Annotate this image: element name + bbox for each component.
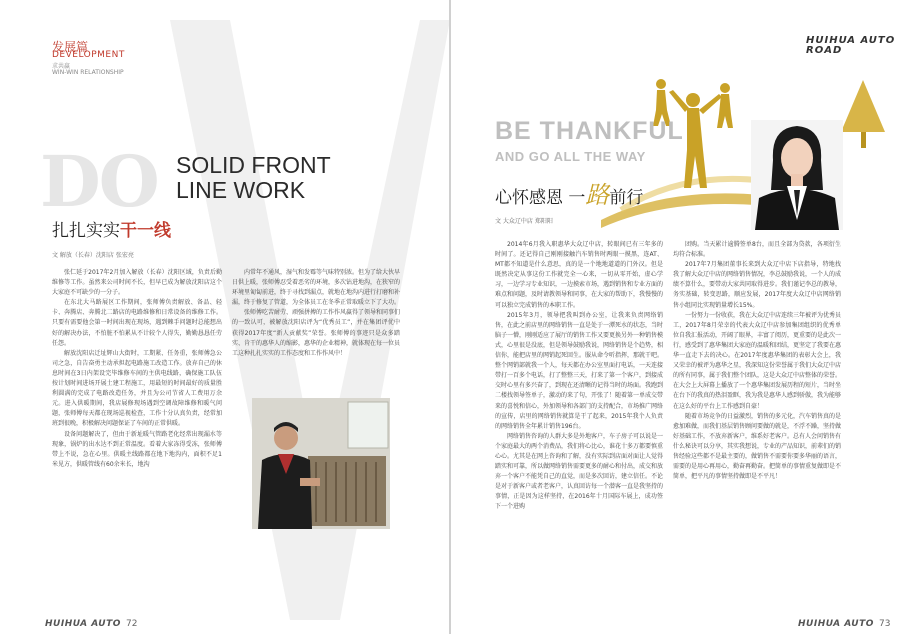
top-logo-line1: HUIHUA AUTO	[806, 35, 896, 46]
page-number: 72	[125, 619, 138, 629]
article-column-1	[52, 268, 222, 470]
right-footer	[798, 611, 890, 630]
paragraph: 2014年6月我入职惠华大众辽中店，转眼间已有三年多的时间了。还记得自己刚刚接触汽车销售时两眼一摸黑，连AT、MT都不知道是什么意思，真的是一个地地道道的门外汉。但是既然决定从事这份工作就完全一心来，一切从零开始，虚心学习，一边学习专业知识，一边摸索市场，遇到销售和专业方面的难点和问题，及时请教领导和同事，在大家的帮助下，我慢慢的可以独立完成销售的本职工作。	[495, 241, 664, 309]
paragraph: 团购。当天累计逾腾签单8台，而且全部为贷款，各项衍生均符合标准。	[673, 241, 841, 259]
author-portrait	[751, 120, 843, 230]
top-logo	[806, 36, 895, 56]
gold-tree-illustration	[841, 80, 886, 150]
article-title-cn	[52, 216, 171, 241]
worker-photo	[252, 398, 390, 529]
paragraph: 2017年7月集团董事长来到大众辽中店下店指导，特地找我了解大众辽中店的网络销售情况，李总鼓励我说，一个人的成绩不算什么，要带动大家共同取得进步。我们谨记李总的教导，务实基础，转变思路，顺应发展，2017年度大众辽中店网络销售小组同比实现销量增长15%。	[673, 261, 842, 309]
section-title-en: DEVELOPMENT	[52, 50, 125, 60]
article-column-1	[495, 240, 663, 513]
paragraph: 设备问题解决了，但由于新址暖气管路老化经常出现漏水等现象，锅炉的出水达不到正常温度。看着大家冻得受冻，张师傅带上不说，急在心里。供暖主线路都在地下地沟内，面积不足1米见方，供暖管线有60余米长，地沟	[52, 430, 222, 468]
article-author: 文 大众辽中店 郑阳阳	[495, 218, 553, 225]
article-author: 文 解放（长春）沈阳店 张宏亮	[52, 252, 134, 259]
right-page	[451, 0, 900, 634]
paragraph: 2015年3月，领导把我叫到办公室，让我来负责网络销售，在此之前店里的网络销售一直是处于一潭死水的状态，当时脑子一懵，刚刚适应了展厅的销售工作又要更换另外一种销售模式，心里很是没底，但是领导鼓励我说，网络销售是个趋势，相信你，能把店里的网销起死回生。服从命令听指挥，那就干吧。整个网销部就我一个人，每天都在办公室里面打电话，一天连接带打一百多个电话，打了整整三天，打来了第一个客户，到接成交时心里有多兴奋了，到现在还清晰的记得当时的场面。我跑到二楼找领导签单子，激动的来了句，开张了！随着第一单成交带来的喜悦和信心，外加领导和各部门的支持配合，市场推广网络的宣传，店里的网络销售就算是干了起来，2015年我个人负责的网络销售全年累计销售196台。	[495, 311, 664, 430]
paragraph: 解放沈阳店迁址辉山大街时，工期紧、任务重，张师傅急公司之急，自告奋勇主动承担起电路施工改造工作。放弃自己的休息时间在3日内架设完毕维修车间的主供电线路，确保施工队伍按计划时间进场开展土建工程施工，用最短的时间最好的质量胜利圆满的完成了电路改造任务，并且为公司节省人工费用万余元。进入供暖期间，我店展修现场遇到空调故障维修和暖气问题，张师傅每天都在现场巡视检查，工作十分认真负责，经常加班到很晚，积极解决问题保证了车间的正常供暖。	[52, 349, 222, 428]
paragraph: 张仁延于2017年2月加入解放（长春）沈阳区域，负责后勤维修等工作。虽然来公司时间不长，但早已成为解放沈阳店这个大家庭不可缺少的一分子。	[52, 269, 222, 297]
paragraph: 网络销售咨询的人群大多是外地客户，车子房子可以说是一个家庭最大的两个消费品，我们将心比心，谁花十多万都要慎重心心。尤其是在网上咨询和了解，没有实际到店面对面让人觉得踏实和可靠，所以做网络销售需要更多的耐心和付出，成交和放弃一个客户不能凭自己的直觉，而是多次回访，建立信任。不论是对于新客户或者老客户，认真回访每一个潜客一直是我坚持的事情，正是因为这样坚持，在2016年十月国际车展上，成功签下一个进购	[495, 432, 664, 511]
big-word-watermark: DO	[40, 140, 158, 223]
article-column-2	[673, 240, 841, 482]
footer-logo: HUIHUA AUTO	[45, 619, 121, 629]
title-en-line2: LINE WORK	[176, 177, 306, 203]
title-cn-normal: 扎扎实实	[52, 221, 120, 241]
headline-en-2: AND GO ALL THE WAY	[495, 149, 646, 164]
headline-en-1: BE THANKFUL	[495, 117, 684, 145]
top-logo-line2: ROAD	[806, 45, 843, 56]
page-number: 73	[878, 619, 891, 629]
paragraph: 在东北大马路展区工作期间，张师傅负责解放、备品、轻卡、奔腾店、奔腾北二路店的电路维修和日常设备的维修工作。只要有需要他会第一时间出现在现场，遇到棘手问题时总能想出好的解决办法，不怕脏不怕累从不计较个人得失，勤勤恳恳任劳任怨。	[52, 299, 222, 347]
subsection-title-cn: 求共赢	[52, 63, 71, 70]
paragraph: 张师傅吃苦耐劳、顽强拼搏的工作作风赢得了领导和同事们的一致认可，被解放沈阳店评为“优秀员工”，并在集团评优中获得2017年度“新人贡献奖”荣誉。张师傅的事迹只是众多踏实、肯干的惠华人的缩影，惠华的企业精神，就体现在每一位员工这种扎扎实实的工作态度和工作作风中！	[232, 309, 401, 357]
headline-cn	[495, 175, 643, 210]
subsection-title-en: WIN-WIN RELATIONSHIP	[52, 69, 124, 76]
left-footer	[45, 611, 137, 630]
headline-cn-gold: 路	[585, 181, 610, 209]
paragraph: 随着市场竞争的日益激烈，销售的多元化，汽车销售真的是愈加难做，而我们基层销售顾问要做的就是，不浮不躁，坚持做好基础工作，不放弃新客户，维系好老客户。总有人会问销售有什么秘诀可以分享，其实我想说，专业的产品知识，前辈们的销售经验这些都不是最主要的，做销售不需要你要多华丽的语言，需要的是用心再用心，勤奋再勤奋。把简单的事情重复做即是不简单，把平凡的事情坚持做即是不平凡！	[673, 412, 842, 481]
paragraph: 内常年不通风，湿气和发霉等气味特别浓。但为了给大伙早日供上暖，张师傅忍受着恶劣的环境，多次钻进地沟，在狭窄的环境里匍匐前进，终于寻找到漏点，就地在地沟内进行打磨和补漏，终于修复了管道，为全体员工在冬季正常取暖立下了大功。	[232, 269, 401, 307]
section-title-cn: 发展篇	[52, 40, 89, 54]
title-cn-highlight: 干一线	[120, 221, 171, 241]
paragraph: 一份努力一份收获，我在大众辽中店连续三年被评为优秀员工，2017年8月荣幸的代表大众辽中店参加集团组织的优秀单位自我汇报活动，开阔了眼界，丰富了阅历，更重要的是此次一行，感受到了惠华集团大家庭的温暖和团结，更坚定了我要在惠华一直走下去的决心。在2017年度惠华集团的表彰大会上，我又荣幸的被评为惠华之星，我深知这份荣誉属于我们大众辽中店的所有同事，属于我们整个团队，这是大众辽中店整体的荣誉。在大会上大屏幕上播放了一个惠华集团发展历程的短片，当时坐在台下的我真的热泪盈眶，我为我是惠华人感到骄傲，我为能够在这么好的平台上工作感到自豪！	[673, 311, 842, 410]
title-en-line1: SOLID FRONT	[176, 152, 331, 178]
article-column-2	[232, 268, 400, 359]
headline-cn-pre: 心怀感恩 一	[495, 188, 586, 208]
headline-cn-post: 前行	[609, 188, 644, 208]
left-page	[0, 0, 449, 634]
footer-logo: HUIHUA AUTO	[798, 619, 874, 629]
